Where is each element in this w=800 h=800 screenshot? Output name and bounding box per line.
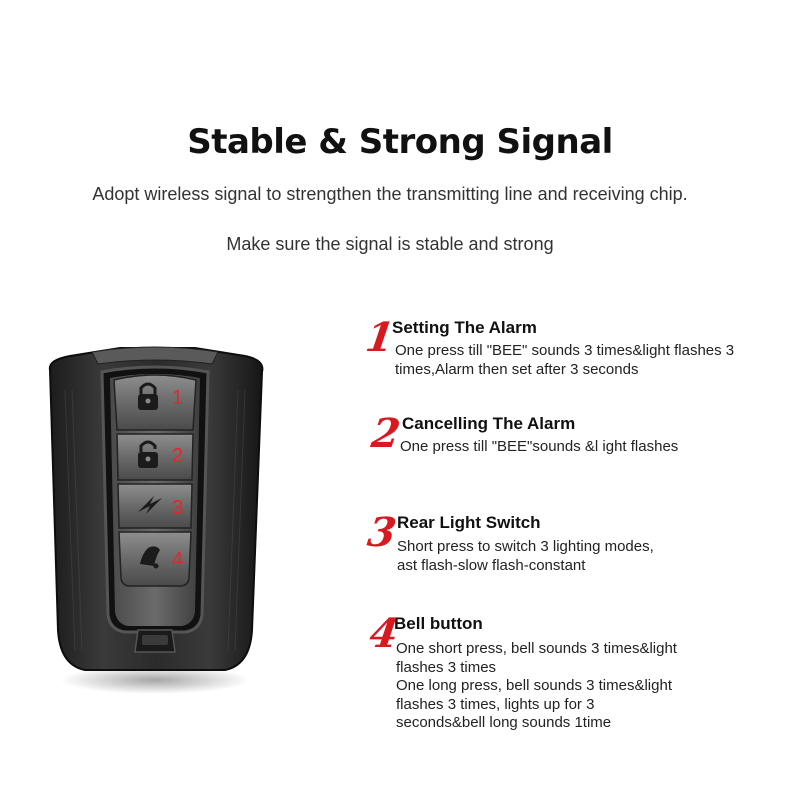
remote-button-4 bbox=[119, 532, 191, 586]
feature-cancelling-alarm bbox=[368, 410, 792, 457]
feature-description: Short press to switch 3 lighting modes, ast flash-slow flash-constant bbox=[397, 538, 654, 574]
remote-button-number: 3 bbox=[172, 497, 184, 519]
remote-button-3 bbox=[118, 484, 192, 528]
feature-number: 3 bbox=[364, 509, 400, 556]
feature-number: 1 bbox=[362, 314, 398, 361]
subtitle-line-2: Make sure the signal is stable and strong bbox=[226, 234, 554, 254]
feature-description: One short press, bell sounds 3 times&light flashes 3 times One long press, bell sounds 3 times&light flashes 3 times, lights up for 3 seconds&bell long sounds 1time bbox=[396, 640, 677, 731]
remote-button-number: 2 bbox=[172, 445, 184, 467]
feature-bell-button bbox=[366, 610, 790, 733]
feature-title: Rear Light Switch bbox=[397, 513, 541, 532]
feature-description: One press till "BEE" sounds 3 times&light flashes 3 times,Alarm then set after 3 seconds bbox=[395, 342, 735, 378]
feature-setting-alarm bbox=[362, 314, 786, 379]
remote-key-fob bbox=[30, 330, 280, 710]
remote-button-1 bbox=[114, 375, 196, 430]
feature-number: 4 bbox=[366, 610, 402, 657]
remote-button-number: 4 bbox=[172, 549, 184, 571]
remote-button-number: 1 bbox=[172, 387, 184, 409]
feature-title: Setting The Alarm bbox=[392, 318, 537, 337]
feature-title: Cancelling The Alarm bbox=[402, 414, 576, 433]
feature-number: 2 bbox=[368, 410, 404, 457]
page-title: Stable & Strong Signal bbox=[187, 122, 613, 162]
feature-rear-light-switch bbox=[364, 509, 788, 575]
feature-title: Bell button bbox=[394, 614, 483, 633]
remote-button-2 bbox=[117, 434, 193, 480]
subtitle-line-1: Adopt wireless signal to strengthen the transmitting line and receiving chip. bbox=[92, 184, 688, 204]
feature-description: One press till "BEE"sounds &l ight flashes bbox=[400, 438, 679, 455]
